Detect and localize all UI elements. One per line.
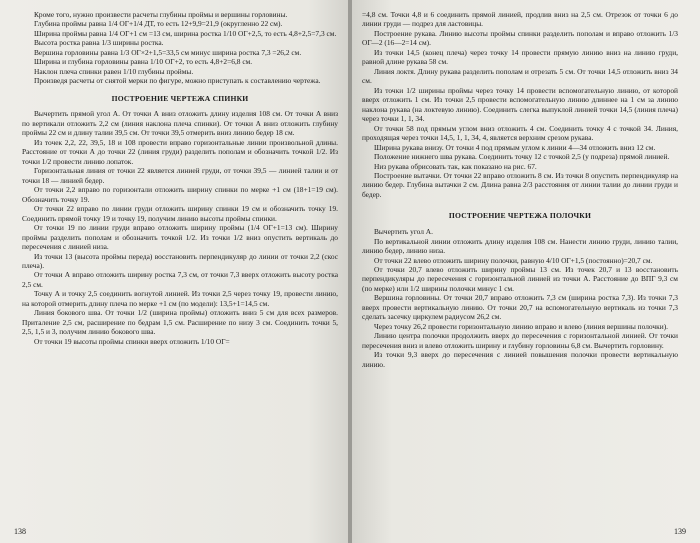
paragraph: Вершина горловины равна 1/3 ОГ×2+1,5=33,5 см минус ширина ростка 7,3 =26,2 см.: [34, 47, 302, 57]
paragraph: Вершина горловины. От точки 20,7 вправо отложить 7,3 см (ширина ростка 7,3). Из точки 7,3 вверх провести вертикальную линию. От точки 20,7 на вспомогательную вертикаль из точки 7,3 сделать засечку циркулем радиусом 26,2 см.: [362, 293, 678, 322]
paragraph: Из точки 14,5 (конец плеча) через точку 14 провести прямую линию вниз на линию груди, равной длине рукава 58 см.: [362, 47, 678, 67]
section-title: ПОСТРОЕНИЕ ЧЕРТЕЖА СПИНКИ: [111, 93, 249, 103]
paragraph: Положение нижнего шва рукава. Соединить точку 12 с точкой 2,5 (у подреза) прямой линией.: [374, 152, 670, 162]
paragraph: От точки 19 высоты проймы спинки вверх отложить 1/10 ОГ=: [34, 336, 230, 346]
book-gutter: [348, 0, 352, 543]
paragraph: Горизонтальная линия от точки 22 является линией груди, от точки 39,5 — линией талии и от точки 18 — линией бедер.: [22, 166, 338, 185]
paragraph: Линия бокового шва. От точки 1/2 (ширина проймы) отложить вниз 5 см для всех размеров. Приталение 2,5 см, расширение по бедрам 1,5 см. Расширение по низу 3 см. Соединить точки 5, 2,5, 1,5 и 3, получим линию бокового шва.: [22, 308, 338, 337]
page-number: 138: [14, 526, 26, 536]
left-main: [22, 109, 338, 346]
paragraph: Через точку 26,2 провести горизонтальную линию вправо и влево (линия вершины полочки).: [374, 321, 668, 331]
paragraph: От точки 2,2 вправо по горизонтали отложить ширину спинки по мерке +1 см (18+1=19 см). Обозначить точку 19.: [22, 185, 338, 204]
paragraph: От точки 22 влево отложить ширину полочки, равную 4/10 ОГ+1,5 (постоянно)=20,7 см.: [374, 255, 653, 265]
paragraph: Из точек 2,2, 22, 39,5, 18 и 108 провести вправо горизонтальные линии произвольной длины. Расстояние от точки А до точки 22 (линия груди) разделить пополам и обозначить точкой 1/2. Из точки 1/2 провести линию лопаток.: [22, 137, 338, 166]
paragraph: Глубина проймы равна 1/4 ОГ+1/4 ДТ, то есть 12+9,9=21,9 (округленно 22 см).: [34, 19, 283, 29]
paragraph: Вычертить угол А.: [374, 227, 433, 237]
paragraph: Из точки 9,3 вверх до пересечения с линией повышения полочки провести вертикальную линию.: [362, 350, 678, 369]
paragraph: Ширина проймы равна 1/4 ОГ+1 см =13 см, ширина ростка 1/10 ОГ+2,5, то есть 4,8+2,5=7,3 см.: [34, 28, 337, 38]
paragraph: Низ рукава обрисовать так, как показано на рис. 67.: [374, 161, 537, 171]
paragraph: Вычертить прямой угол А. От точки А вниз отложить длину изделия 108 см. От точки А вниз по вертикали отложить 2,2 см (линия наклона плеча спинки). От точки А вниз отложить глубину проймы 22 см и длину талии 39,5 см. От точки 39,5 отмерить вниз линию бедер 18 см.: [22, 109, 338, 138]
section-title: ПОСТРОЕНИЕ ЧЕРТЕЖА ПОЛОЧКИ: [448, 211, 592, 221]
paragraph: По вертикальной линии отложить длину изделия 108 см. Нанести линию груди, линию талии, линию бедер, линию низа.: [362, 236, 678, 256]
paragraph: Высота ростка равна 1/3 ширины ростка.: [34, 38, 164, 48]
paragraph: Линию центра полочки продолжить вверх до пересечения с горизонтальной линией. От точки пересечения вниз и влево отложить ширину и глубину горловины 6,8 см. Вычертить горловину.: [362, 331, 678, 350]
paragraph: От точки 20,7 влево отложить ширину проймы 13 см. Из точек 20,7 и 13 восстановить перпендикуляры до пересечения с горизонтальной линией из точки А. Расстояние до ВПГ 9,3 см (по мерке) или 1/2 ширины полочки минус 1 см.: [362, 264, 678, 293]
paragraph: Произведя расчеты от снятой мерки по фигуре, можно приступать к составлению чертежа.: [34, 76, 321, 86]
paragraph: Из точки 13 (высота проймы переда) восстановить перпендикуляр до линии от точки 2,2 (скос плеча).: [22, 251, 338, 270]
paragraph: Построение рукава. Линию высоты проймы спинки разделить пополам и вправо отложить 1/3 ОГ—2 (16—2=14 см).: [362, 28, 678, 48]
right-main: [362, 227, 678, 369]
paragraph: Ширина рукава внизу. От точки 4 под прямым углом к линии 4—34 отложить вниз 12 см.: [374, 142, 656, 152]
page-number: 139: [674, 526, 686, 536]
right-page: [350, 0, 700, 543]
paragraph: От точки 19 по линии груди вправо отложить ширину проймы (1/4 ОГ+1=13 см). Ширину проймы разделить пополам и обозначить точкой 1/2. Из точки 1/2 вниз опустить вертикаль до пересечения с линией низа.: [22, 223, 338, 252]
paragraph: Наклон плеча спинки равен 1/10 глубины проймы.: [34, 66, 194, 76]
paragraph: Линия локтя. Длину рукава разделить пополам и отрезать 5 см. От точки 14,5 отложить вниз 34 см.: [362, 66, 678, 86]
right-intro: [362, 10, 678, 199]
paragraph: От точки 22 вправо по линии груди отложить ширину спинки 19 см и обозначить точку 19. Соединить прямой точку 19 и точку 19, получим линию высоты проймы спинки.: [22, 204, 338, 223]
paragraph: Точку А и точку 2,5 соединить вогнутой линией. Из точки 2,5 через точку 19, провести линию, на которой отмерить длину плеча по мерке +1 см (по модели): 13,5+1=14,5 см.: [22, 289, 338, 308]
paragraph: Построение вытачки. От точки 22 вправо отложить 8 см. Из точки 8 опустить перпендикуляр на линию бедер. Глубина вытачки 2 см. Длина равна 2/3 расстояния от линии талии до линии груди и бедер.: [362, 170, 678, 199]
paragraph: От точки А вправо отложить ширину ростка 7,3 см, от точки 7,3 вверх отложить высоту ростка 2,5 см.: [22, 270, 338, 289]
paragraph: Кроме того, нужно произвести расчеты глубины проймы и вершины горловины.: [34, 10, 288, 19]
paragraph: Из точки 1/2 ширины проймы через точку 14 провести вспомогательную линию, от которой вверх отложить 1 см. Из точки 2,5 провести вспомогательную линию длиннее на 1 см за линию наклона рукава (на локтевую линию). Соединить слегка выпуклой линией точки 14,5 (линия плеча) через точки 1, 1, 34.: [362, 85, 678, 124]
left-intro: [22, 10, 338, 86]
paragraph: Ширина и глубина горловины равна 1/10 ОГ+2, то есть 4,8+2=6,8 см.: [34, 57, 253, 67]
paragraph: =4,8 см. Точки 4,8 и 6 соединить прямой линией, продлив вниз на 2,5 см. Отрезок от точки 6 до линии груди — подрез для ластовицы.: [362, 10, 678, 29]
paragraph: От точки 58 под прямым углом вниз отложить 4 см. Соединить точку 4 с точкой 34. Линия, проходящая через точки 14,5, 1, 1, 34, 4, является верхним срезом рукава.: [362, 123, 678, 143]
